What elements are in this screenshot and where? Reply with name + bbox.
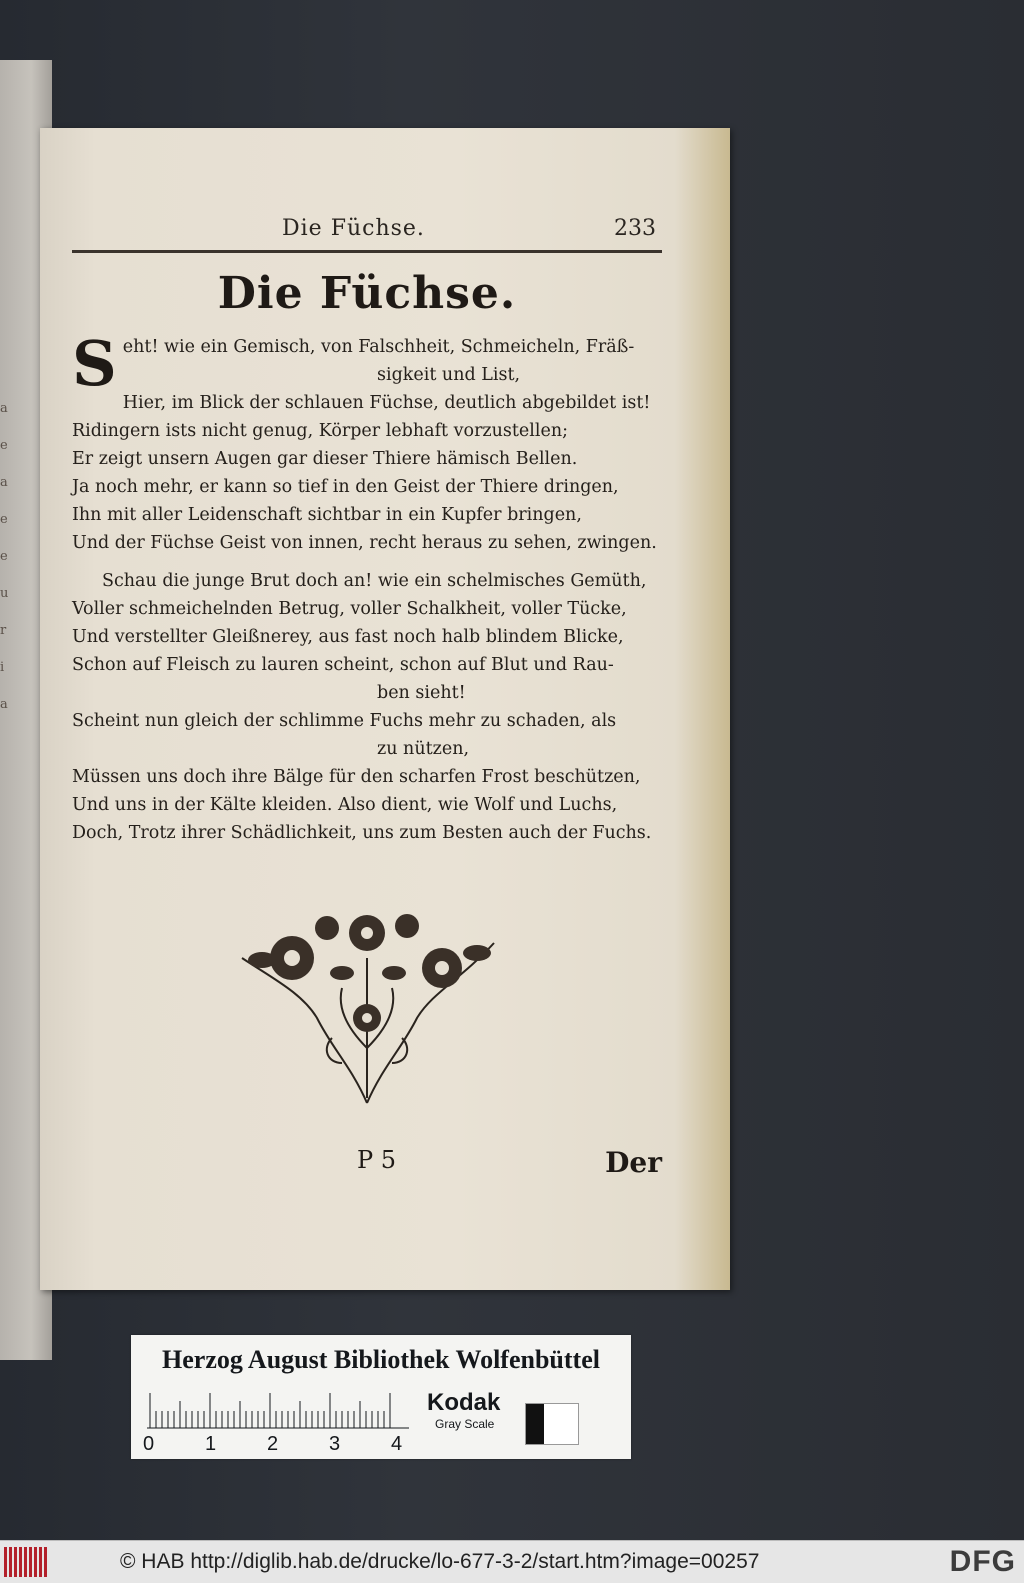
poem-line: Müssen uns doch ihre Bälge für den scharfen Frost beschützen, [72,767,641,787]
catchword: Der [605,1146,662,1179]
ruler-number: 2 [267,1433,279,1455]
poem-line: Ja noch mehr, er kann so tief in den Geist der Thiere dringen, [72,477,619,497]
poem-line: Er zeigt unsern Augen gar dieser Thiere hämisch Bellen. [72,449,578,469]
leaf-mark: a [0,697,8,712]
ruler-number: 4 [391,1433,403,1455]
facing-page-fragments [0,390,14,870]
library-scale-card [131,1335,631,1459]
page-text-block [72,128,662,1290]
stanza-gap [72,557,662,567]
leaf-mark: i [0,660,5,675]
ruler-scale [147,1393,409,1429]
floral-ornament [232,898,502,1108]
poem-line: sigkeit und List, [377,365,521,385]
ruler-numbers [143,1433,423,1457]
leaf-mark: e [0,549,8,564]
footer-bar [0,1540,1024,1583]
library-name: Herzog August Bibliothek Wolfenbüttel [162,1345,600,1374]
poem-line: ben sieht! [377,683,466,703]
ruler-number: 3 [329,1433,341,1455]
poem [72,327,662,847]
dfg-logo: DFG [949,1545,1016,1578]
book-page [40,128,730,1290]
poem-line: Schon auf Fleisch zu lauren scheint, schon auf Blut und Rau- [72,655,614,675]
ruler-number: 1 [205,1433,217,1455]
gray-scale-swatch [525,1403,579,1445]
leaf-mark: a [0,401,8,416]
leaf-mark: e [0,512,8,527]
running-title: Die Füchse. [282,216,425,241]
kodak-brand: Kodak [427,1389,501,1416]
running-head [72,216,662,246]
poem-line: Scheint nun gleich der schlimme Fuchs mehr zu schaden, als [72,711,617,731]
poem-line: Ridingern ists nicht genug, Körper lebhaft vorzustellen; [72,421,569,441]
poem-line: Ihn mit aller Leidenschaft sichtbar in ein Kupfer bringen, [72,505,582,525]
page-footer-marks [72,1146,662,1186]
poem-line: Und der Füchse Geist von innen, recht heraus zu sehen, zwingen. [72,533,657,553]
poem-title: Die Füchse. [217,268,517,319]
head-rule [72,250,662,253]
signature-mark: P 5 [357,1146,397,1174]
poem-line: Voller schmeichelnden Betrug, voller Schalkheit, voller Tücke, [72,599,627,619]
poem-line: Doch, Trotz ihrer Schädlichkeit, uns zum Besten auch der Fuchs. [72,823,652,843]
poem-line: Und verstellter Gleißnerey, aus fast noch halb blindem Blicke, [72,627,624,647]
hab-logo-icon [4,1547,48,1577]
gray-scale-label: Gray Scale [435,1417,495,1431]
leaf-mark: a [0,475,8,490]
poem-line: zu nützen, [377,739,470,759]
ruler-number: 0 [143,1433,155,1455]
poem-line: Und uns in der Kälte kleiden. Also dient, wie Wolf und Luchs, [72,795,618,815]
poem-line: Hier, im Blick der schlauen Füchse, deutlich abgebildet ist! [122,393,651,413]
poem-line: Schau die junge Brut doch an! wie ein schelmisches Gemüth, [102,571,647,591]
leaf-mark: e [0,438,8,453]
credit-link[interactable]: © HAB http://diglib.hab.de/drucke/lo-677-3-2/start.htm?image=00257 [120,1550,760,1573]
page-number: 233 [614,216,656,241]
leaf-mark: r [0,623,7,638]
drop-cap: S [72,327,117,400]
leaf-mark: u [0,586,9,601]
poem-line: eht! wie ein Gemisch, von Falschheit, Schmeicheln, Fräß- [122,337,635,357]
